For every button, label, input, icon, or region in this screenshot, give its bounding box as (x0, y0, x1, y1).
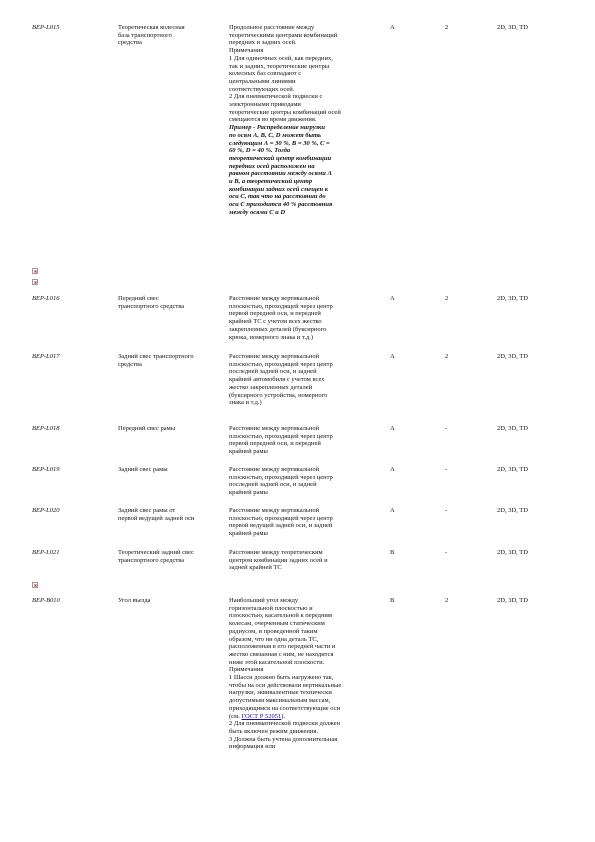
broken-image-icon (32, 279, 38, 285)
term-dimensions: 2D, 3D, TD (497, 507, 528, 514)
term-number: 2 (445, 353, 449, 360)
term-name: Угол въезда (118, 597, 151, 604)
term-name: Передний свес рамы (118, 425, 176, 432)
term-code: BEP-L021 (32, 549, 60, 556)
example-text: Пример - Распределение нагрузки (229, 124, 325, 132)
term-code: BEP-L015 (32, 24, 60, 31)
notes-heading: Примечания (229, 666, 264, 674)
term-definition: Наибольший угол между горизонтальной плоскостью и плоскостью, касательной к передним колесам, очерченным статическим радиусом, и проведенной таким образом, что ни одна деталь ТС, расположенная в его передней части и жестко связанная с ним, не находится ниже этой касательной плоскости. Примечания 1 Шасси должно быть нагружено так, чтобы на оси действовали вертикальные нагрузки, эквивалентные технически допустимым максимальным массам, приходящимся на соответствующие оси (см. ГОСТ Р 52051). 2 Для пневматической подвески должен быть включен режим движения. 3 Должна быть учтена дополнительная информация или (229, 597, 389, 751)
term-number: 2 (445, 295, 449, 302)
term-number: 2 (445, 24, 449, 31)
term-number: - (445, 466, 448, 473)
term-definition: Расстояние между теоретическим центром комбинации задних осей и задней крайней ТС (229, 549, 328, 572)
term-definition: Расстояние между вертикальной плоскостью, проходящей через центр последней задней оси, и задней крайней рамы (229, 466, 333, 497)
term-number: 2 (445, 597, 449, 604)
term-definition: Расстояние между вертикальной плоскостью, проходящей через центр первой передней оси, и передней крайней ТС с учетом всех жестко закрепленных деталей (буксирного крюка, номерного знака и т.д.) (229, 295, 333, 341)
term-dimensions: 2D, 3D, TD (497, 466, 528, 473)
notes-heading: Примечания (229, 47, 264, 55)
term-class: А (390, 466, 395, 473)
term-name: Задний свес рамы (118, 466, 168, 473)
term-dimensions: 2D, 3D, TD (497, 549, 528, 556)
term-dimensions: 2D, 3D, TD (497, 295, 528, 302)
term-class: А (390, 295, 395, 302)
term-definition: Расстояние между вертикальной плоскостью, проходящей через центр первой ведущей задней оси, и задней крайней рамы (229, 507, 333, 538)
term-class: А (390, 425, 395, 432)
term-class: В (390, 549, 395, 556)
term-code: BEP-L020 (32, 507, 60, 514)
broken-image-icon (32, 582, 38, 588)
term-definition: Продольное расстояние между теоретическими центрами комбинаций передних и задних осей. Примечания 1 Для одиночных осей, как передних, так и задних, теоретические центры колесных баз совпадают с центральными линиями соответствующих осей. 2 Для пневматической подвески с электронными приводами теоретические центры комбинаций осей смещаются во время движения. Пример - Распределение нагрузки по осям А, В, С, D может быть следующим А = 30 %, В = 30 %, С = 60 %, D = 40 %. Тогда теоретический центр комбинации передних осей расположен на равном расстоянии между осями А и В, а теоретический центр комбинации задних осей смещен к оси С, так что на расстоянии до оси С приходится 40 % расстояния между осями С и D (229, 24, 389, 217)
term-code: BEP-L018 (32, 425, 60, 432)
term-name: Задний свес транспортного средства (118, 353, 194, 368)
term-dimensions: 2D, 3D, TD (497, 425, 528, 432)
term-name: Задний свес рамы от первой ведущей задней оси (118, 507, 195, 522)
term-class: А (390, 24, 395, 31)
term-dimensions: 2D, 3D, TD (497, 597, 528, 604)
term-name: Передний свес транспортного средства (118, 295, 185, 310)
term-definition: Расстояние между вертикальной плоскостью, проходящей через центр первой передней оси, и передней крайней рамы (229, 425, 333, 456)
term-dimensions: 2D, 3D, TD (497, 24, 528, 31)
broken-image-icon (32, 268, 38, 274)
term-number: - (445, 549, 448, 556)
term-number: - (445, 425, 448, 432)
term-code: BEP-L017 (32, 353, 60, 360)
term-class: А (390, 507, 395, 514)
term-class: В (390, 597, 395, 604)
term-code: BEP-L016 (32, 295, 60, 302)
term-name: Теоретическая колесная база транспортного средства (118, 24, 185, 47)
term-dimensions: 2D, 3D, TD (497, 353, 528, 360)
term-code: BEP-L019 (32, 466, 60, 473)
term-class: А (390, 353, 395, 360)
term-definition: Расстояние между вертикальной плоскостью, проходящей через центр последней задней оси, и задней крайней автомобиля с учетом всех жестко закрепленных деталей (буксирного устройства, номерного знака и т.д.) (229, 353, 333, 407)
term-number: - (445, 507, 448, 514)
term-name: Теоретический задний свес транспортного средства (118, 549, 194, 564)
term-code: BEP-B010 (32, 597, 60, 604)
standard-link[interactable]: ГОСТ Р 52051 (241, 712, 282, 720)
